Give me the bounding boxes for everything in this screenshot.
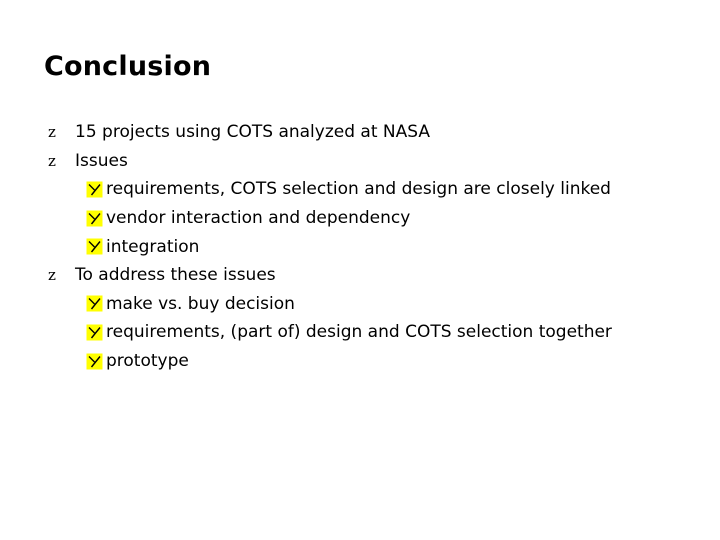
sub-bullet-item bbox=[48, 204, 612, 233]
yellow-box-bullet-icon bbox=[86, 238, 103, 255]
yellow-box-bullet-icon bbox=[86, 295, 103, 312]
sub-bullet-item bbox=[48, 318, 612, 347]
bullet-text: requirements, COTS selection and design are closely linked bbox=[106, 179, 611, 200]
bullet-text: integration bbox=[106, 236, 200, 257]
sub-bullet-item bbox=[48, 347, 612, 376]
yellow-box-bullet-icon bbox=[86, 181, 103, 198]
bullet-text: Issues bbox=[75, 150, 128, 171]
bullet-text: requirements, (part of) design and COTS selection together bbox=[106, 322, 612, 343]
bullet-marker-z-glyph: z bbox=[48, 266, 56, 285]
bullet-item bbox=[48, 147, 612, 176]
bullet-list bbox=[48, 118, 612, 375]
bullet-text: To address these issues bbox=[75, 265, 276, 286]
yellow-box-bullet-icon bbox=[86, 210, 103, 227]
bullet-text: 15 projects using COTS analyzed at NASA bbox=[75, 122, 430, 143]
bullet-item bbox=[48, 261, 612, 290]
sub-bullet-item bbox=[48, 232, 612, 261]
bullet-item bbox=[48, 118, 612, 147]
sub-bullet-item bbox=[48, 175, 612, 204]
bullet-text: prototype bbox=[106, 351, 189, 372]
sub-bullet-item bbox=[48, 290, 612, 319]
bullet-marker-z-glyph: z bbox=[48, 123, 56, 142]
bullet-text: make vs. buy decision bbox=[106, 293, 295, 314]
bullet-text: vendor interaction and dependency bbox=[106, 208, 411, 229]
bullet-marker-z-glyph: z bbox=[48, 151, 56, 170]
slide-title: Conclusion bbox=[44, 51, 212, 82]
yellow-box-bullet-icon bbox=[86, 324, 103, 341]
yellow-box-bullet-icon bbox=[86, 353, 103, 370]
